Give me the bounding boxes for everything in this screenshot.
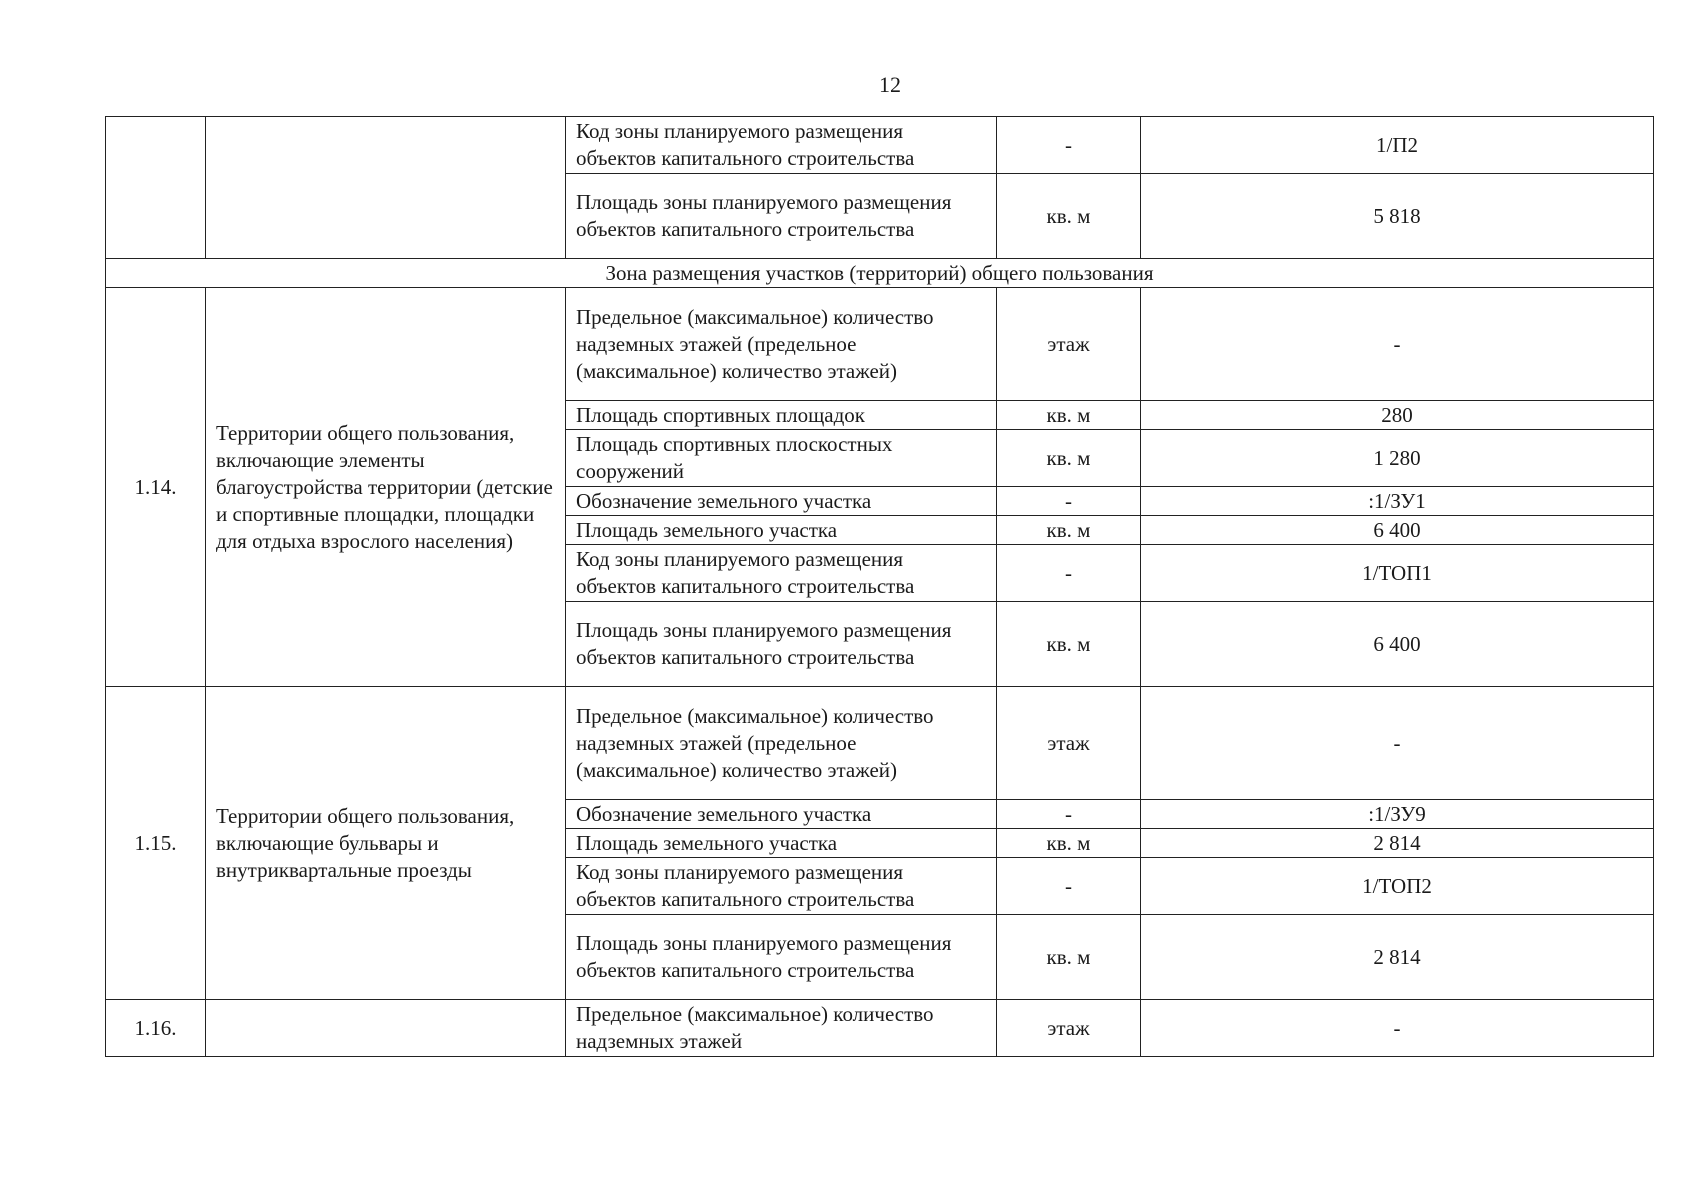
unit-cell: кв. м xyxy=(997,602,1141,687)
parameter-cell: Площадь зоны планируемого размещения объектов капитального строительства xyxy=(566,602,997,687)
object-name xyxy=(206,1000,566,1057)
page-number: 12 xyxy=(879,72,901,97)
parameter-cell: Площадь земельного участка xyxy=(566,829,997,858)
value-cell: 2 814 xyxy=(1141,915,1654,1000)
item-number-cell xyxy=(106,117,206,259)
parameter-cell: Код зоны планируемого размещения объектов капитального строительства xyxy=(566,858,997,915)
unit-cell: - xyxy=(997,545,1141,602)
parameter-cell: Площадь зоны планируемого размещения объектов капитального строительства xyxy=(566,915,997,1000)
value-cell: 1/П2 xyxy=(1141,117,1654,174)
unit-cell: кв. м xyxy=(997,829,1141,858)
item-number: 1.15. xyxy=(106,687,206,1000)
unit-cell: этаж xyxy=(997,1000,1141,1057)
value-cell: - xyxy=(1141,687,1654,800)
value-cell: 6 400 xyxy=(1141,602,1654,687)
unit-cell: - xyxy=(997,487,1141,516)
item-number: 1.14. xyxy=(106,288,206,687)
unit-cell: кв. м xyxy=(997,174,1141,259)
value-cell: 2 814 xyxy=(1141,829,1654,858)
value-cell: 5 818 xyxy=(1141,174,1654,259)
value-cell: 280 xyxy=(1141,401,1654,430)
table-row xyxy=(106,117,1654,174)
item-number: 1.16. xyxy=(106,1000,206,1057)
value-cell: 6 400 xyxy=(1141,516,1654,545)
unit-cell: кв. м xyxy=(997,401,1141,430)
zone-header: Зона размещения участков (территорий) общего пользования xyxy=(106,259,1654,288)
table-row xyxy=(106,1000,1654,1057)
zone-header-row xyxy=(106,259,1654,288)
value-cell: :1/ЗУ1 xyxy=(1141,487,1654,516)
parameter-cell: Предельное (максимальное) количество надземных этажей xyxy=(566,1000,997,1057)
value-cell: :1/ЗУ9 xyxy=(1141,800,1654,829)
unit-cell: кв. м xyxy=(997,516,1141,545)
value-cell: 1/ТОП2 xyxy=(1141,858,1654,915)
table-row xyxy=(106,288,1654,401)
value-cell: 1 280 xyxy=(1141,430,1654,487)
value-cell: - xyxy=(1141,288,1654,401)
parameter-cell: Площадь спортивных плоскостных сооружений xyxy=(566,430,997,487)
planning-parameters-table xyxy=(105,116,1654,1057)
unit-cell: - xyxy=(997,858,1141,915)
object-name: Территории общего пользования, включающие элементы благоустройства территории (детские и спортивные площадки, площадки для отдыха взрослого населения) xyxy=(206,288,566,687)
parameter-cell: Предельное (максимальное) количество надземных этажей (предельное (максимальное) количество этажей) xyxy=(566,288,997,401)
parameter-cell: Предельное (максимальное) количество надземных этажей (предельное (максимальное) количество этажей) xyxy=(566,687,997,800)
parameter-cell: Обозначение земельного участка xyxy=(566,487,997,516)
unit-cell: кв. м xyxy=(997,430,1141,487)
unit-cell: этаж xyxy=(997,687,1141,800)
parameter-cell: Площадь спортивных площадок xyxy=(566,401,997,430)
value-cell: 1/ТОП1 xyxy=(1141,545,1654,602)
unit-cell: этаж xyxy=(997,288,1141,401)
table-row xyxy=(106,687,1654,800)
unit-cell: кв. м xyxy=(997,915,1141,1000)
unit-cell: - xyxy=(997,800,1141,829)
object-name: Территории общего пользования, включающие бульвары и внутриквартальные проезды xyxy=(206,687,566,1000)
parameter-cell: Обозначение земельного участка xyxy=(566,800,997,829)
parameter-cell: Площадь зоны планируемого размещения объектов капитального строительства xyxy=(566,174,997,259)
parameter-cell: Код зоны планируемого размещения объектов капитального строительства xyxy=(566,545,997,602)
unit-cell: - xyxy=(997,117,1141,174)
value-cell: - xyxy=(1141,1000,1654,1057)
object-name-cell xyxy=(206,117,566,259)
parameter-cell: Код зоны планируемого размещения объектов капитального строительства xyxy=(566,117,997,174)
parameter-cell: Площадь земельного участка xyxy=(566,516,997,545)
